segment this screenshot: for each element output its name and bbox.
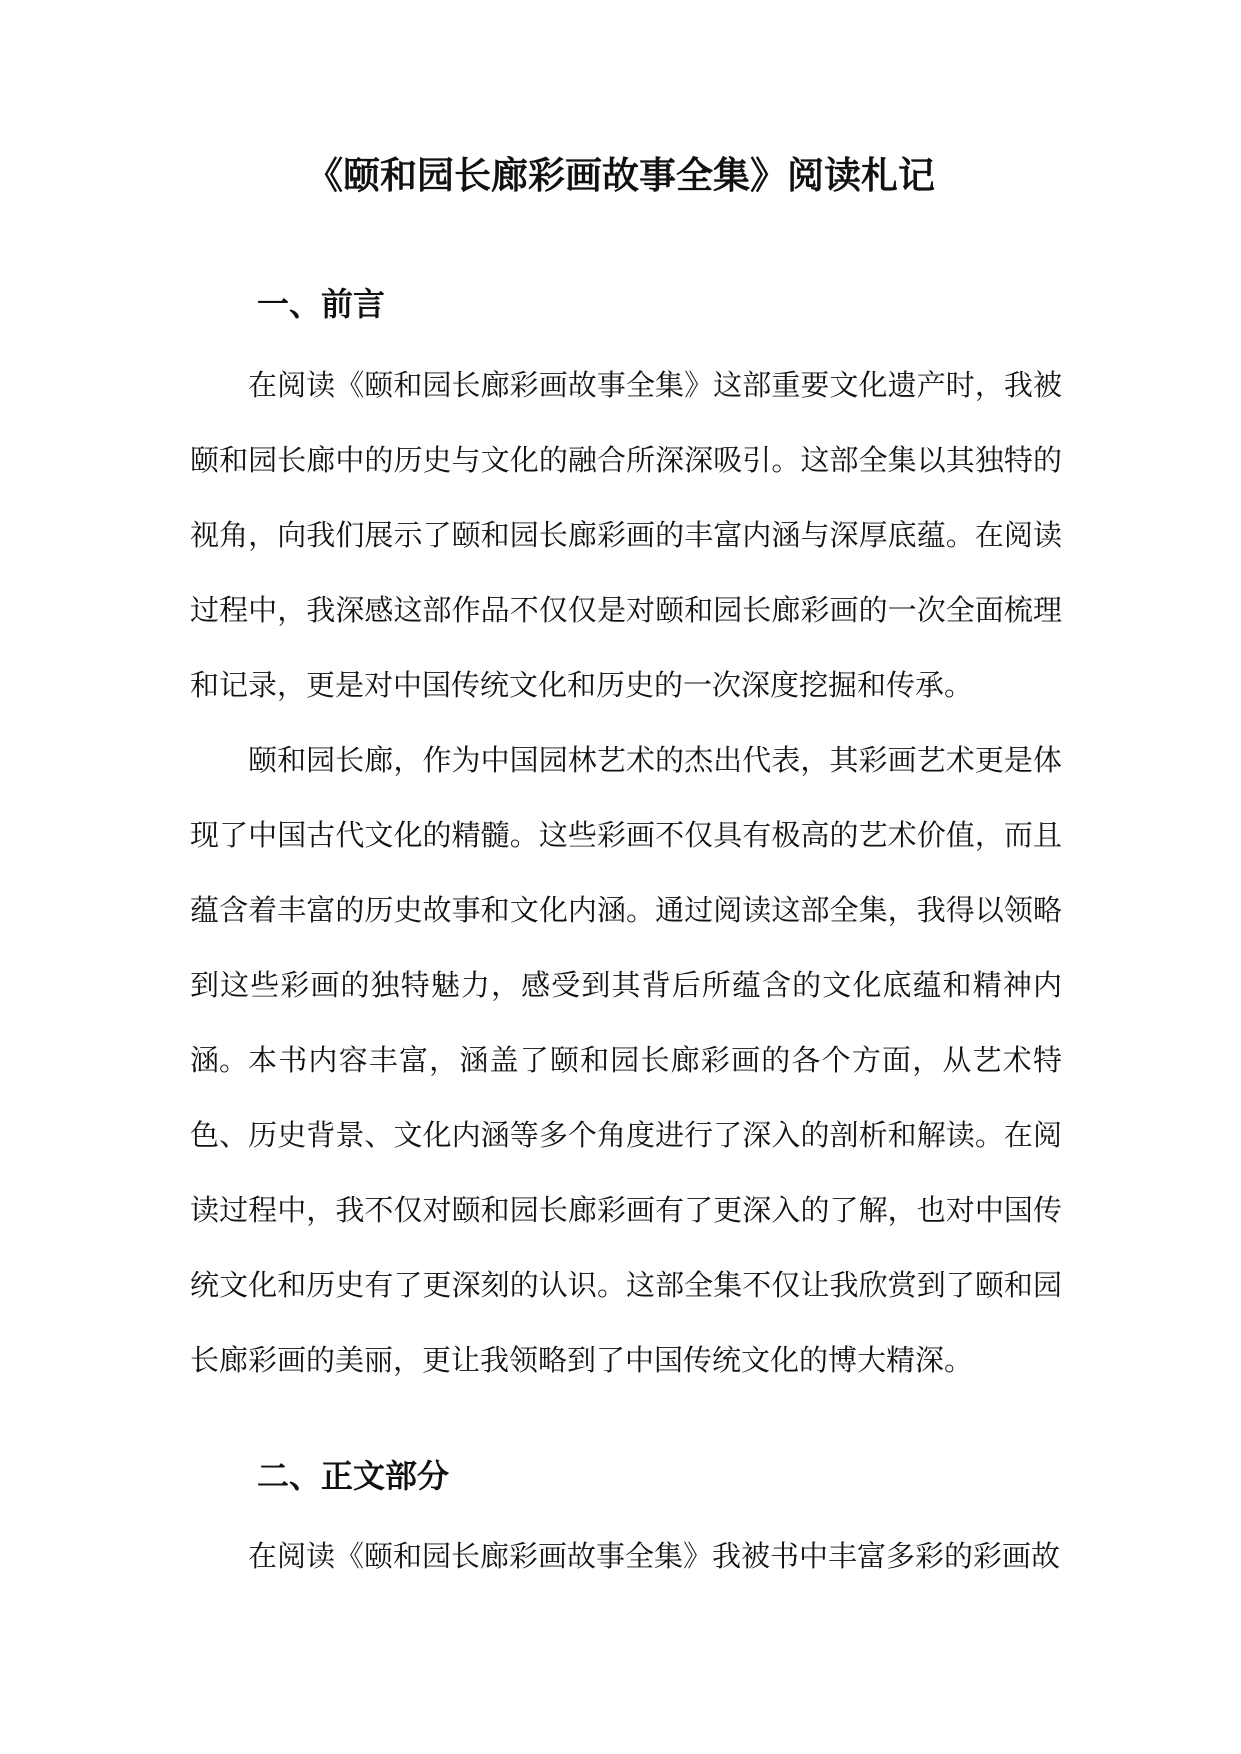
section-heading-main-body: 二、正文部分 bbox=[257, 1457, 450, 1495]
body-paragraph: 颐和园长廊，作为中国园林艺术的杰出代表，其彩画艺术更是体现了中国古代文化的精髓。这些彩画不仅具有极高的艺术价值，而且蕴含着丰富的历史故事和文化内涵。通过阅读这部全集，我得以领略到这些彩画的独特魅力，感受到其背后所蕴含的文化底蕴和精神内涵。 bbox=[190, 743, 1062, 1077]
section-heading-preface: 一、前言 bbox=[257, 285, 386, 323]
document-title: 《颐和园长廊彩画故事全集》阅读札记 bbox=[306, 153, 935, 197]
body-paragraph: 在阅读《颐和园长廊彩画故事全集》我被书中丰富多彩的彩画故 bbox=[248, 1539, 1061, 1573]
body-paragraph: 本书内容丰富，涵盖了颐和园长廊彩画的各个方面，从艺术特色、历史背景、文化内涵等多个角度进行了深入的剖析和解读。在阅读过程中，我不仅对颐和园长廊彩画有了更深入的了解，也对中国传统文化和历史有了更深刻的认识。这部全集不仅让我欣赏到了颐和园长廊彩画的美丽，更让我领略到了中国传统文化的博大精深。 bbox=[190, 1043, 1062, 1377]
body-paragraph: 在阅读《颐和园长廊彩画故事全集》这部重要文化遗产时，我被颐和园长廊中的历史与文化的融合所深深吸引。这部全集以其独特的视角，向我们展示了颐和园长廊彩画的丰富内涵与深厚底蕴。在阅读过程中，我深感这部作品不仅仅是对颐和园长廊彩画的一次全面梳理和记录，更是对中国传统文化和历史的一次深度挖掘和传承。 bbox=[190, 368, 1062, 702]
